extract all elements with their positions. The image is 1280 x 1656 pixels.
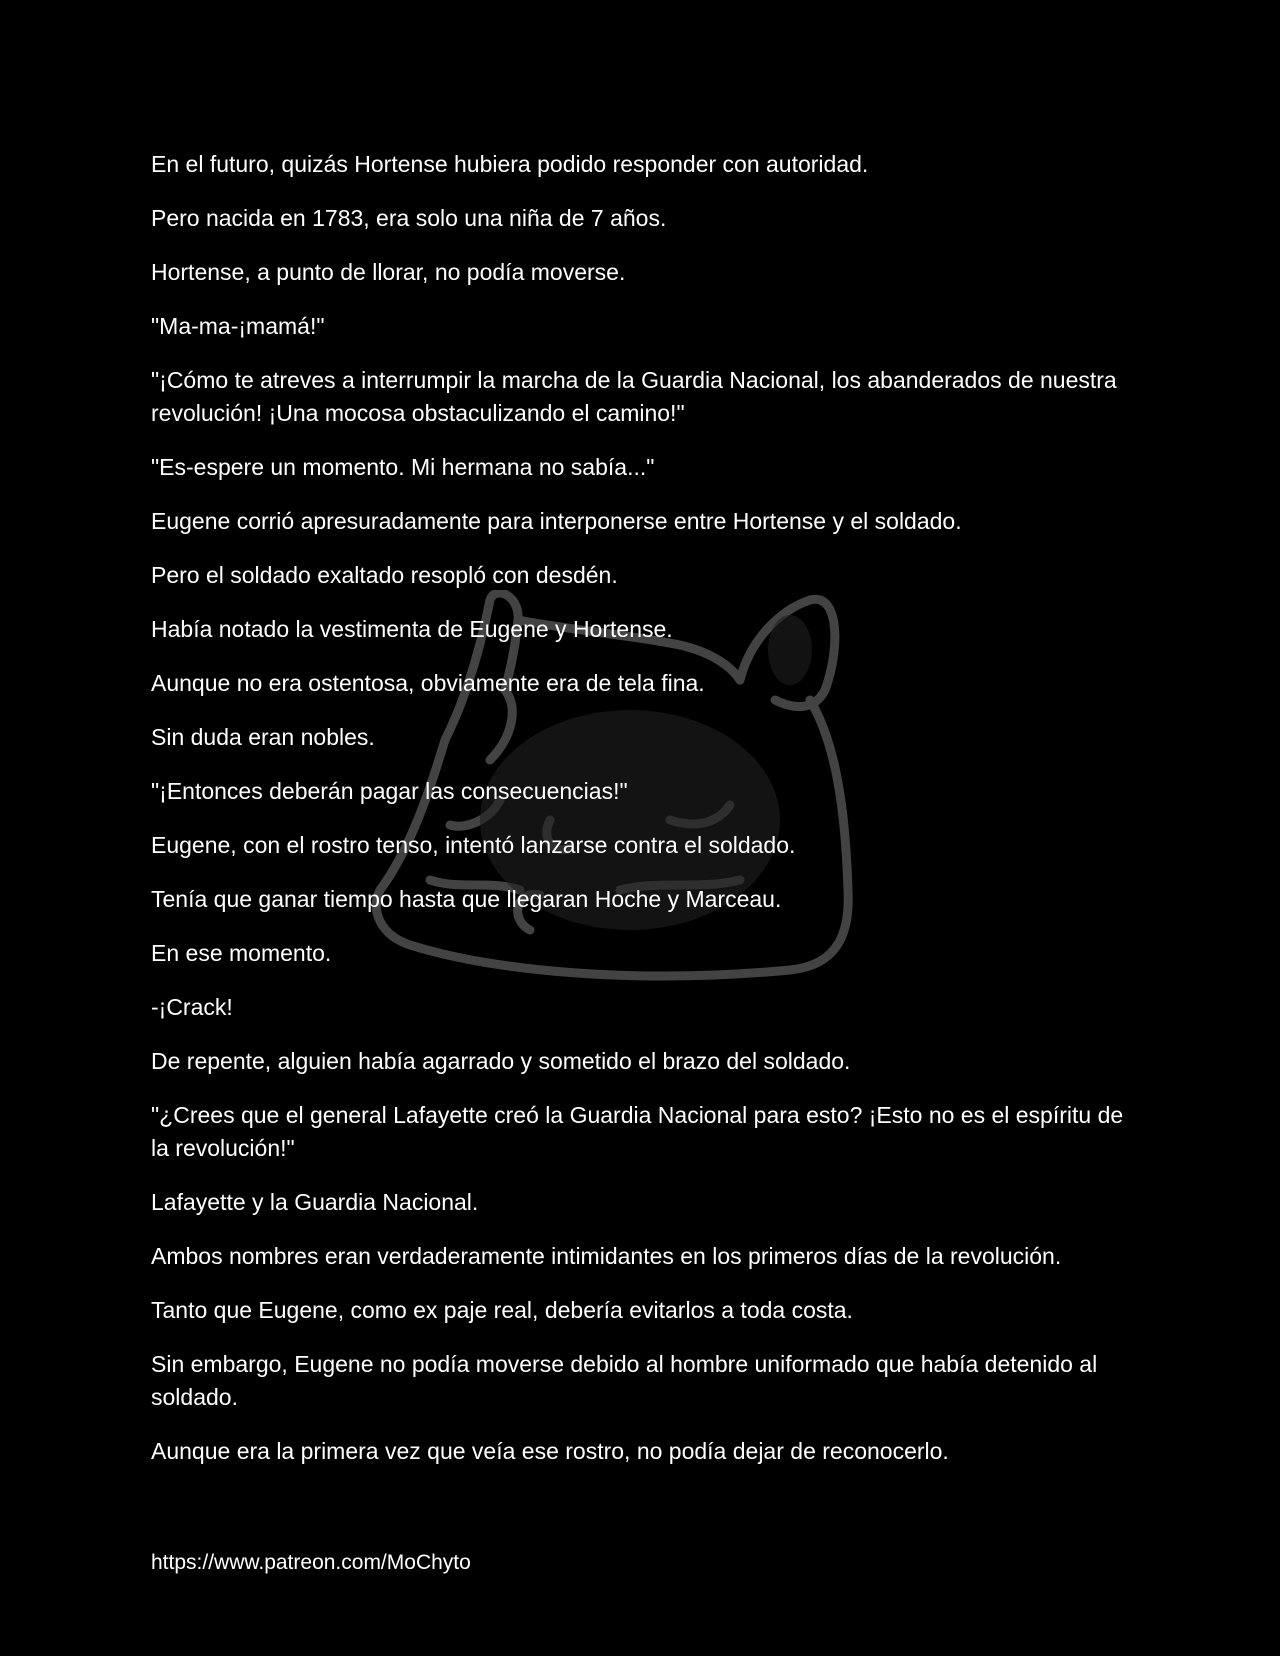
paragraph: Tenía que ganar tiempo hasta que llegaran Hoche y Marceau. bbox=[151, 886, 782, 912]
paragraph: "¿Crees que el general Lafayette creó la Guardia Nacional para esto? ¡Esto no es el espíritu de la revolución!" bbox=[151, 1102, 1124, 1161]
paragraph: "¡Entonces deberán pagar las consecuencias!" bbox=[151, 778, 628, 804]
paragraph: Eugene, con el rostro tenso, intentó lanzarse contra el soldado. bbox=[151, 832, 796, 858]
paragraph: "¡Cómo te atreves a interrumpir la marcha de la Guardia Nacional, los abanderados de nuestra revolución! ¡Una mocosa obstaculizando el camino!" bbox=[151, 367, 1117, 426]
paragraph: Aunque no era ostentosa, obviamente era de tela fina. bbox=[151, 670, 705, 696]
paragraph: Ambos nombres eran verdaderamente intimidantes en los primeros días de la revolución. bbox=[151, 1243, 1062, 1269]
paragraph: "Es-espere un momento. Mi hermana no sabía..." bbox=[151, 454, 655, 480]
paragraph: Aunque era la primera vez que veía ese rostro, no podía dejar de reconocerlo. bbox=[151, 1438, 949, 1464]
paragraph: Lafayette y la Guardia Nacional. bbox=[151, 1189, 479, 1215]
paragraph: Tanto que Eugene, como ex paje real, debería evitarlos a toda costa. bbox=[151, 1297, 853, 1323]
paragraph: Pero nacida en 1783, era solo una niña de 7 años. bbox=[151, 205, 667, 231]
paragraph: Eugene corrió apresuradamente para interponerse entre Hortense y el soldado. bbox=[151, 508, 962, 534]
paragraph: Sin embargo, Eugene no podía moverse debido al hombre uniformado que había detenido al soldado. bbox=[151, 1351, 1098, 1410]
paragraph: Sin duda eran nobles. bbox=[151, 724, 375, 750]
paragraph: Había notado la vestimenta de Eugene y Hortense. bbox=[151, 616, 673, 642]
paragraph: Hortense, a punto de llorar, no podía moverse. bbox=[151, 259, 626, 285]
paragraph: En el futuro, quizás Hortense hubiera podido responder con autoridad. bbox=[151, 151, 869, 177]
paragraph: "Ma-ma-¡mamá!" bbox=[151, 313, 325, 339]
paragraph: Pero el soldado exaltado resopló con desdén. bbox=[151, 562, 618, 588]
paragraph: En ese momento. bbox=[151, 940, 332, 966]
paragraph: -¡Crack! bbox=[151, 994, 233, 1020]
patreon-link[interactable]: https://www.patreon.com/MoChyto bbox=[151, 1551, 471, 1574]
paragraph: De repente, alguien había agarrado y sometido el brazo del soldado. bbox=[151, 1048, 851, 1074]
document-body bbox=[151, 148, 1131, 1489]
